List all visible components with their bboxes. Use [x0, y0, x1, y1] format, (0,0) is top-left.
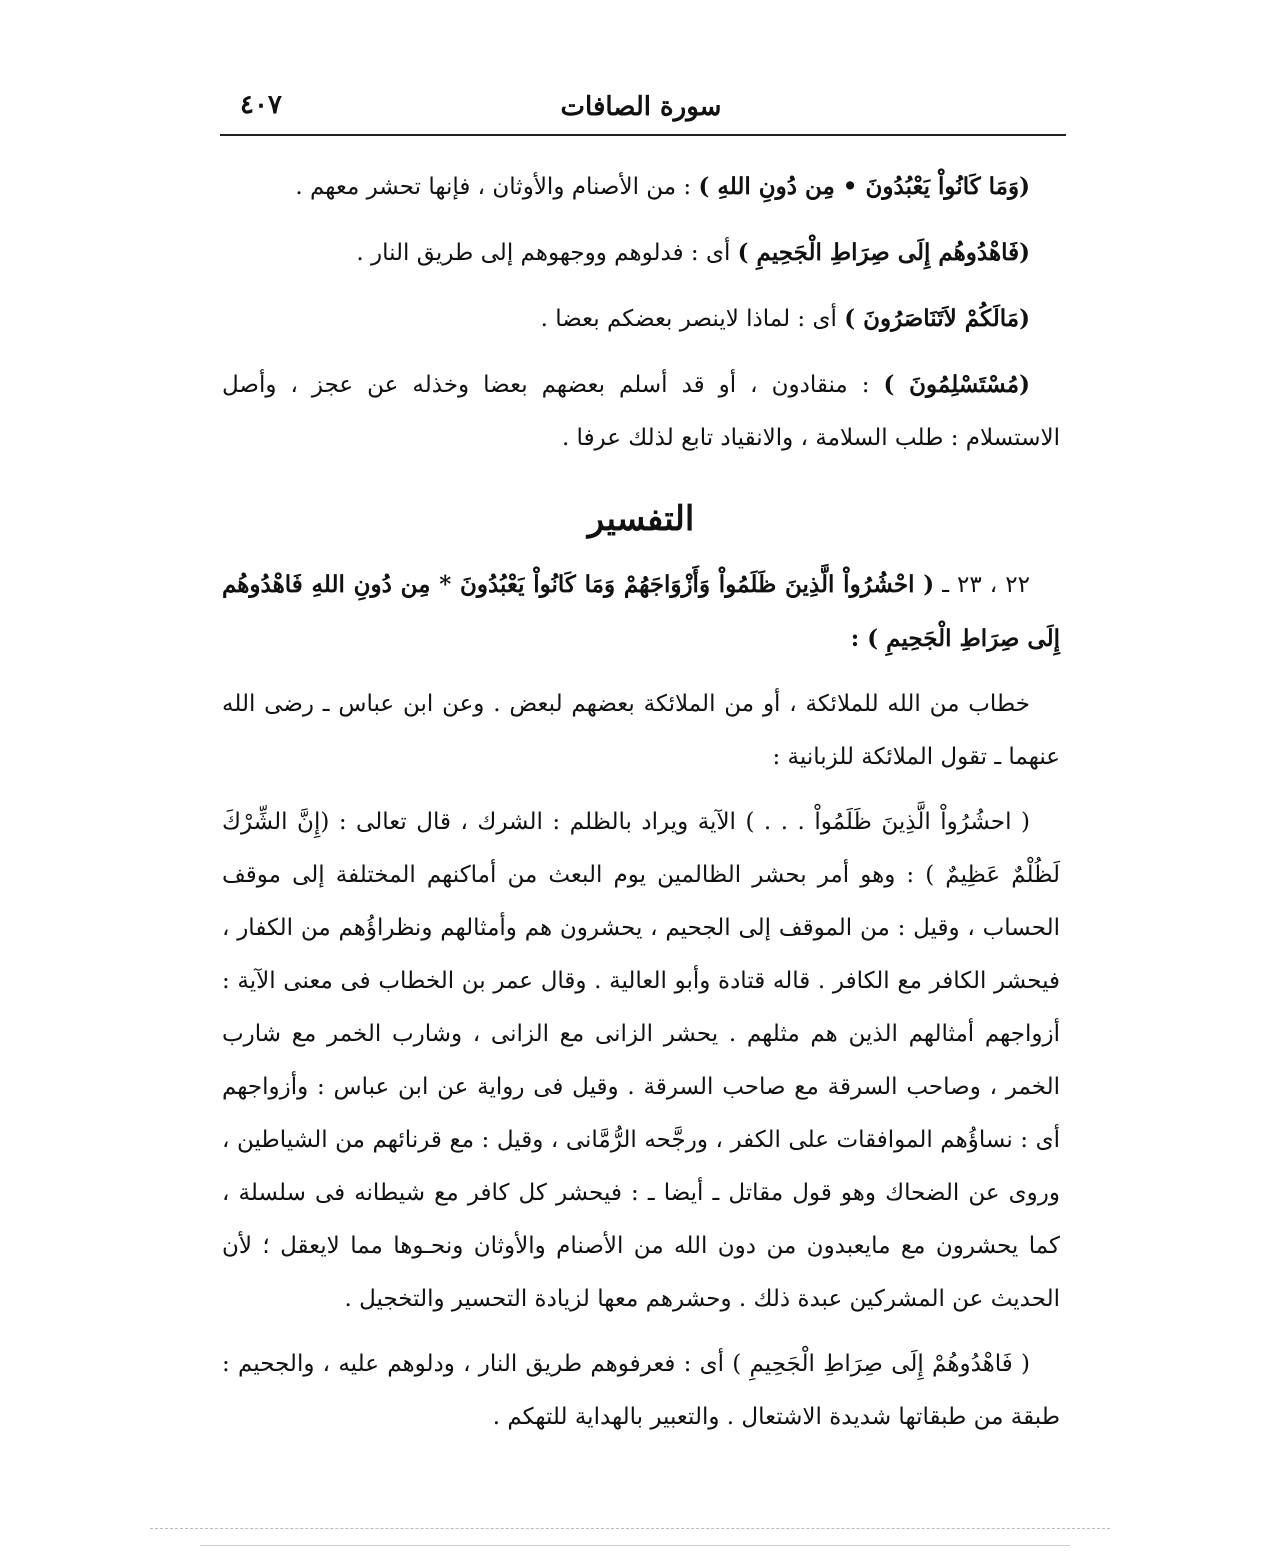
glossary-entry: [222, 292, 1060, 346]
glossary-gloss: : من الأصنام والأوثان ، فإنها تحشر معهم .: [295, 174, 692, 200]
page-number: ٤٠٧: [240, 90, 282, 120]
section-heading: التفسير: [587, 499, 695, 539]
glossary-gloss: أى : لماذا لاينصر بعضكم بعضا .: [540, 306, 837, 332]
verse-numbers: ٢٢ ، ٢٣ ـ: [942, 572, 1030, 598]
scan-edge-line: [200, 1545, 1070, 1546]
glossary-gloss: : منقادون ، أو قد أسلم بعضهم بعضا وخذله عن عجز ، وأصل الاستسلام : طلب السلامة ، والانقياد تابع لذلك عرفا .: [222, 372, 1060, 451]
commentary-paragraph: خطاب من الله للملائكة ، أو من الملائكة بعضهم لبعض . وعن ابن عباس ـ رضى الله عنهما ـ تقول الملائكة للزبانية :: [222, 691, 1060, 770]
running-header: [220, 86, 1062, 132]
verse-text: ( احْشُرُواْ الَّذِينَ ظَلَمُواْ وَأَزْوَاجَهُمْ وَمَا كَانُواْ يَعْبُدُونَ * مِن دُونِ اللهِ فَاهْدُوهُم إِلَى صِرَاطِ الْجَحِيمِ ) :: [222, 571, 1060, 652]
page-body: [222, 160, 1060, 1456]
glossary-term: (وَمَا كَانُواْ يَعْبُدُونَ • مِن دُونِ اللهِ ): [698, 173, 1030, 200]
glossary-gloss: أى : فدلوهم ووجهوهم إلى طريق النار .: [356, 240, 731, 266]
commentary-paragraph: ( احشُرُواْ الَّذِينَ ظَلَمُواْ . . . ) الآية ويراد بالظلم : الشرك ، قال تعالى : (إِنَّ الشِّرْكَ لَظُلْمٌ عَظِيمٌ ) : وهو أمر بحشر الظالمين يوم البعث من أماكنهم المختلفة إلى موقف الحساب ، وقيل : من الموقف إلى الجحيم ، يحشرون هم وأمثالهم ونظراؤُهم من الكفار ، فيحشر الكافر مع الكافر . قاله قتادة وأبو العالية . وقال عمر بن الخطاب فى معنى الآية : أزواجهم أمثالهم الذين هم مثلهم . يحشر الزانى مع الزانى ، وشارب الخمر مع شارب الخمر ، وصاحب السرقة مع صاحب السرقة . وقيل فى رواية عن ابن عباس : وأزواجهم أى : نساؤُهم الموافقات على الكفر ، ورجَّحه الرُّمَّانى ، وقيل : مع قرنائهم من الشياطين ، وروى عن الضحاك وهو قول مقاتل ـ أيضا ـ : فيحشر كل كافر مع شيطانه فى سلسلة ، كما يحشرون مع مايعبدون من دون الله من الأصنام والأوثان ونحـوها مما لايعقل ؛ لأن الحديث عن المشركين عبدة ذلك . وحشرهم معها لزيادة التحسير والتخجيل .: [222, 809, 1061, 1312]
glossary-term: (فَاهْدُوهُم إِلَى صِرَاطِ الْجَحِيمِ ): [737, 239, 1030, 266]
glossary-term: (مُسْتَسْلِمُونَ ): [883, 371, 1031, 398]
header-rule: [220, 134, 1066, 136]
verse-reference: [222, 558, 1060, 666]
glossary-entry: [222, 226, 1060, 280]
scan-edge-line: [150, 1528, 1110, 1529]
glossary-entry: [222, 160, 1060, 214]
commentary-paragraph: ( فَاهْدُوهُمْ إِلَى صِرَاطِ الْجَحِيمِ ) أى : فعرفوهم طريق النار ، ودلوهم عليه ، والجحيم : طبقة من طبقاتها شديدة الاشتعال . والتعبير بالهداية للتهكم .: [222, 1351, 1060, 1430]
glossary-term: (مَالَكُمْ لاَتَنَاصَرُونَ ): [844, 305, 1030, 332]
glossary-entry: [222, 358, 1060, 465]
surah-title: سورة الصافات: [560, 92, 722, 122]
